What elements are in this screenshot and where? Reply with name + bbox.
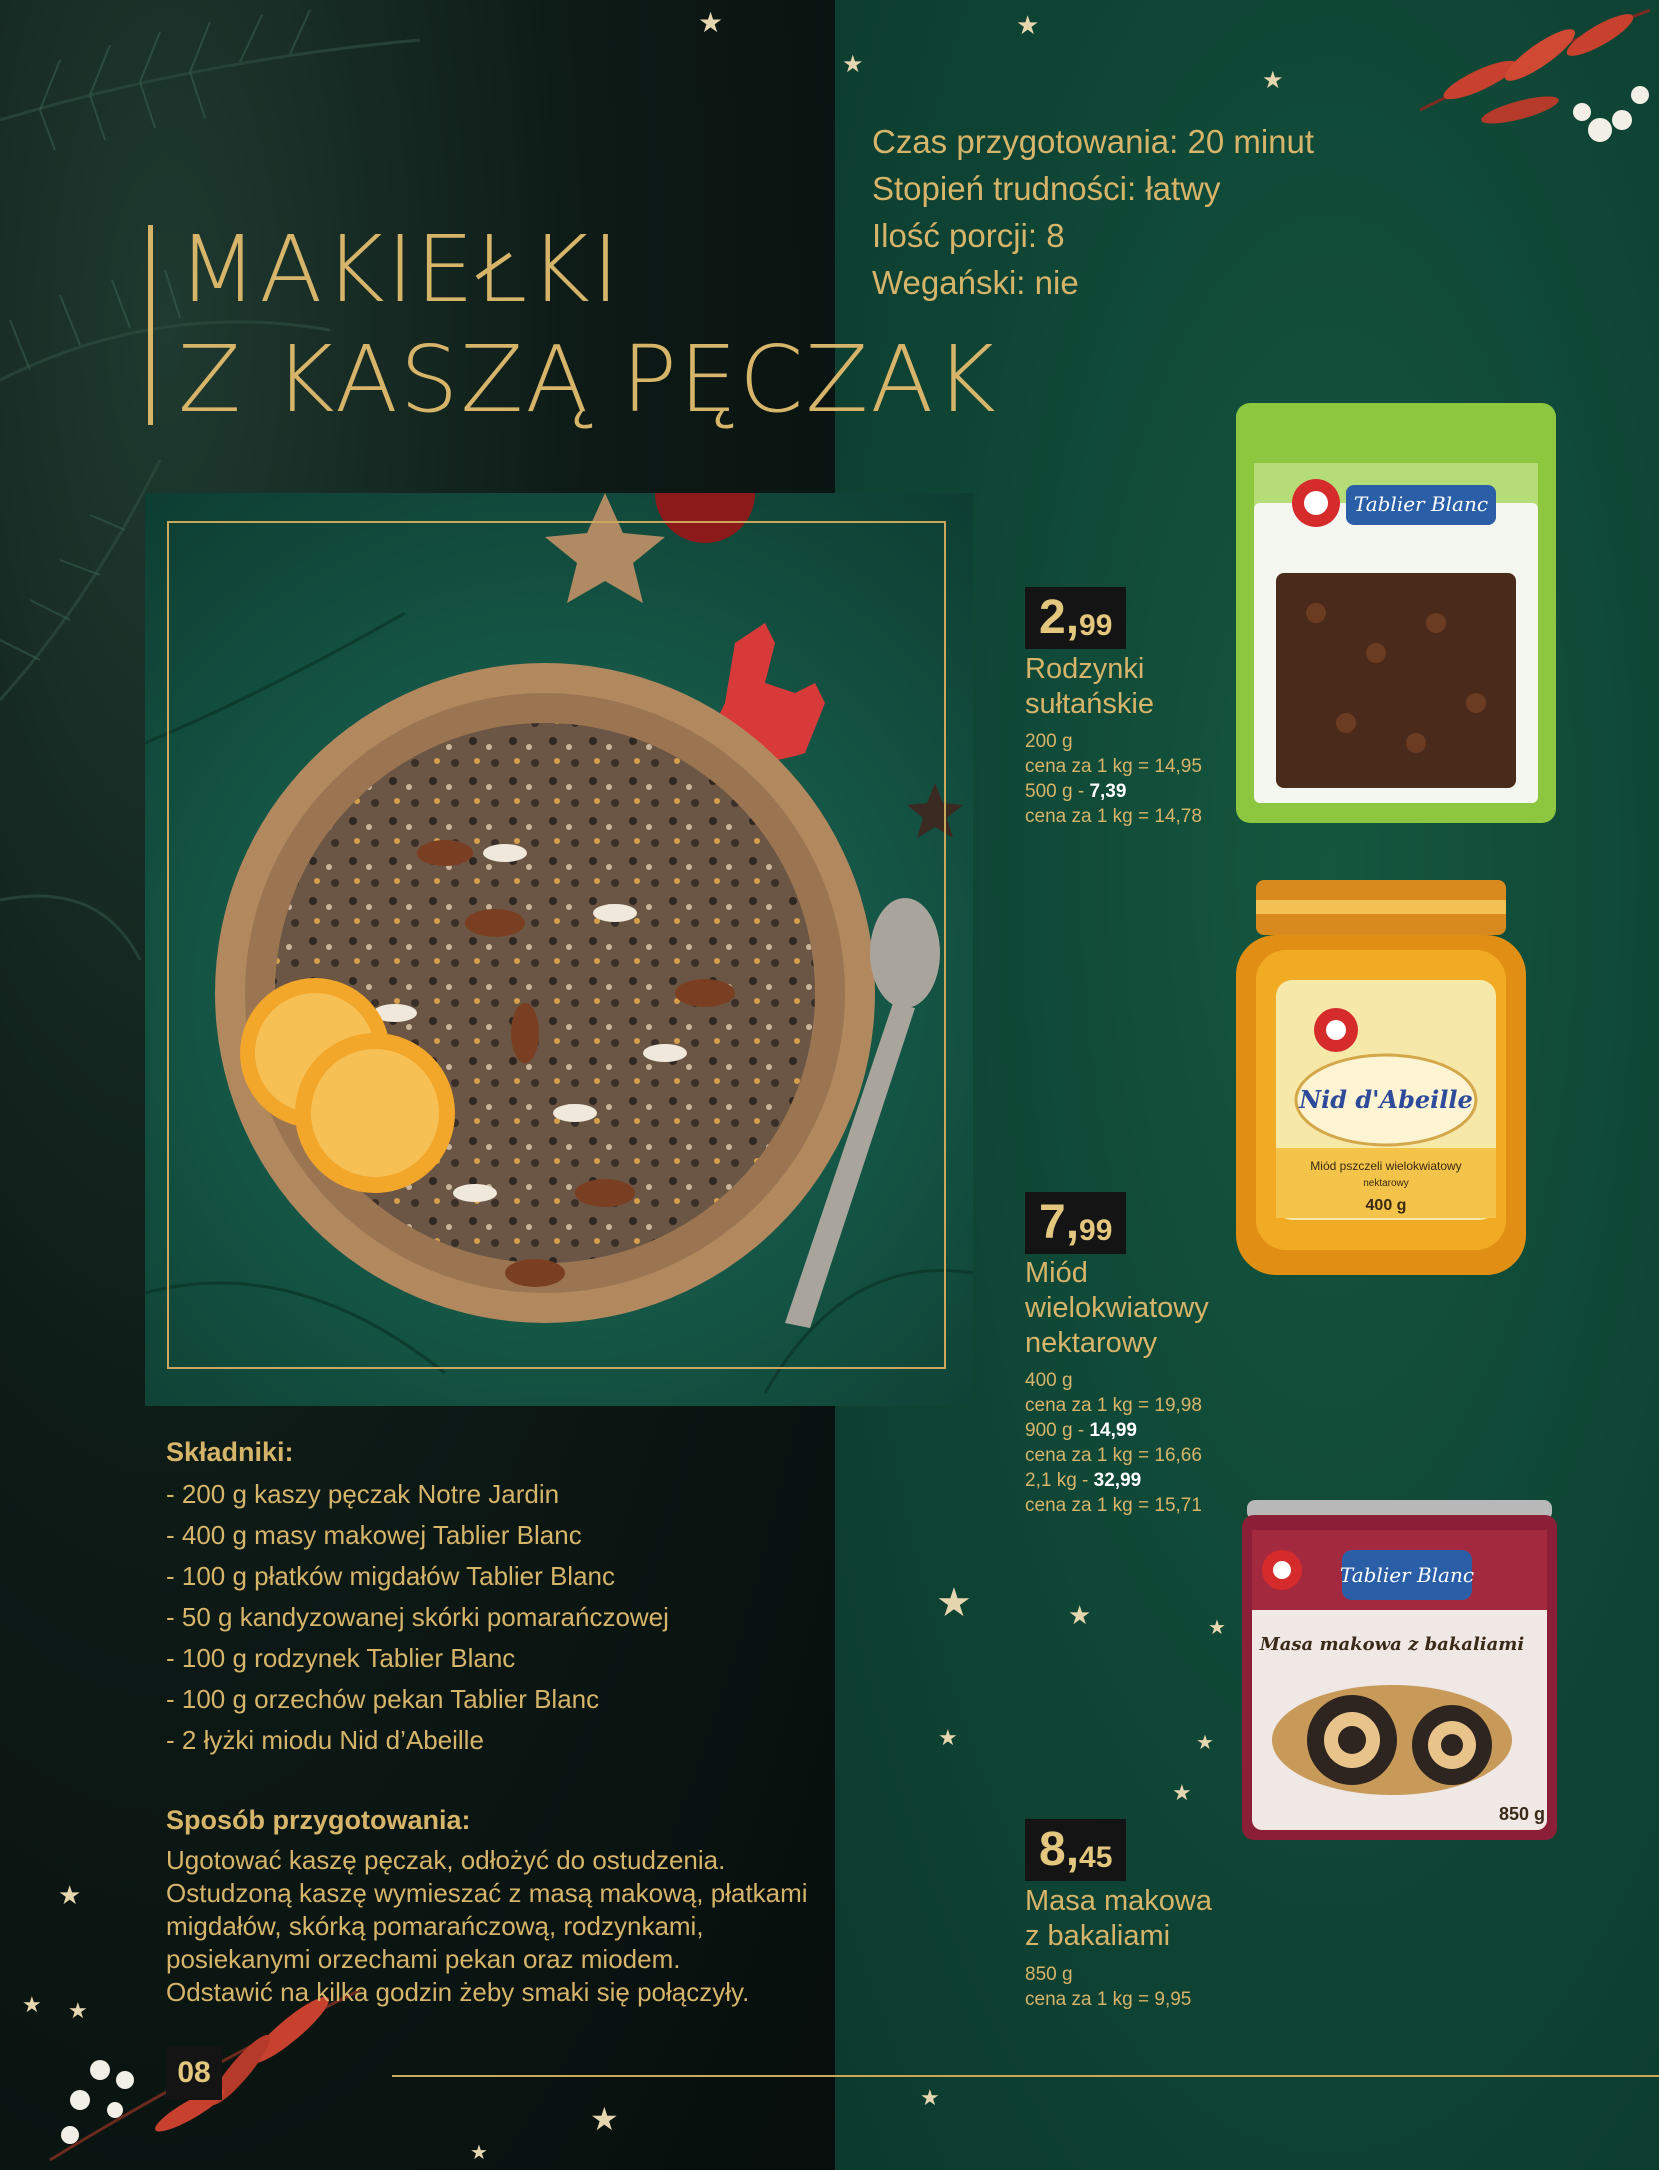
detail-line: cena za 1 kg = 19,98 xyxy=(1025,1395,1202,1416)
product-details-raisins xyxy=(1025,729,1202,829)
ingredients-list xyxy=(166,1474,669,1761)
can-weight-text: 850 g xyxy=(1498,1804,1546,1824)
star-icon: ★ xyxy=(68,1998,88,2023)
product-details-honey xyxy=(1025,1368,1202,1518)
detail-line: 400 g xyxy=(1025,1370,1073,1391)
detail-line: cena za 1 kg = 15,71 xyxy=(1025,1495,1202,1516)
honey-jar-image xyxy=(1236,880,1556,1280)
detail-line: 200 g xyxy=(1025,731,1073,752)
detail-line: cena za 1 kg = 14,95 xyxy=(1025,756,1202,777)
prep-line: Ugotować kaszę pęczak, odłożyć do ostudzenia. xyxy=(166,1845,726,1875)
price-poppy xyxy=(1025,1819,1126,1881)
ingredient-item: - 100 g orzechów pekan Tablier Blanc xyxy=(166,1684,600,1714)
price-raisins xyxy=(1025,587,1126,649)
honey-sublabel-text: nektarowy xyxy=(1363,1178,1409,1189)
name-line: sułtańskie xyxy=(1025,688,1154,720)
honey-label-text: Miód pszczeli wielokwiatowy xyxy=(1310,1159,1462,1173)
footer-divider xyxy=(392,2075,1659,2077)
ingredient-item: - 400 g masy makowej Tablier Blanc xyxy=(166,1520,582,1550)
star-icon: ★ xyxy=(1068,1600,1092,1630)
name-line: Masa makowa xyxy=(1025,1885,1212,1917)
product-name-poppy xyxy=(1025,1884,1212,1954)
star-icon: ★ xyxy=(1208,1617,1226,1639)
name-line: Rodzynki xyxy=(1025,653,1145,685)
price-cents: 45 xyxy=(1079,1841,1113,1874)
prep-line: posiekanymi orzechami pekan oraz miodem. xyxy=(166,1944,681,1974)
ingredient-item: - 100 g płatków migdałów Tablier Blanc xyxy=(166,1561,615,1591)
prep-line: Ostudzoną kaszę wymieszać z masą makową, płatkami xyxy=(166,1878,808,1908)
ingredient-item: - 200 g kaszy pęczak Notre Jardin xyxy=(166,1479,560,1509)
ingredient-item: - 2 łyżki miodu Nid d’Abeille xyxy=(166,1725,484,1755)
title-accent-bar xyxy=(148,225,153,425)
prep-time: Czas przygotowania: 20 minut xyxy=(872,123,1315,160)
star-icon: ★ xyxy=(470,2142,488,2164)
detail-line: 500 g - 7,39 xyxy=(1025,781,1127,802)
name-line: wielokwiatowy xyxy=(1025,1292,1209,1324)
difficulty: Stopień trudności: łatwy xyxy=(872,170,1221,207)
honey-brand-text: Nid d'Abeille xyxy=(1299,1085,1473,1114)
star-icon: ★ xyxy=(698,7,724,38)
preparation-text xyxy=(166,1844,956,2009)
detail-line: cena za 1 kg = 16,66 xyxy=(1025,1445,1202,1466)
star-icon: ★ xyxy=(938,1725,958,1750)
red-leaves-decoration xyxy=(1400,0,1659,160)
star-icon: ★ xyxy=(22,1992,42,2017)
can-brand-text: Tablier Blanc xyxy=(1339,1563,1475,1587)
product-details-poppy xyxy=(1025,1962,1191,2012)
detail-line: cena za 1 kg = 9,95 xyxy=(1025,1989,1192,2010)
prep-line: migdałów, skórką pomarańczową, rodzynkami, xyxy=(166,1911,704,1941)
ingredients-heading: Składniki: xyxy=(166,1437,294,1467)
dish-photo xyxy=(145,493,973,1406)
product-name-honey xyxy=(1025,1256,1209,1361)
name-line: nektarowy xyxy=(1025,1327,1158,1359)
detail-line: 850 g xyxy=(1025,1964,1073,1985)
star-icon: ★ xyxy=(1196,1732,1214,1754)
price-main: 8, xyxy=(1039,1823,1080,1876)
price-cents: 99 xyxy=(1079,1214,1113,1247)
title-line-1: MAKIEŁKI xyxy=(178,216,622,323)
detail-line: 2,1 kg - 32,99 xyxy=(1025,1470,1142,1491)
title-line-2: Z KASZĄ PĘCZAK xyxy=(178,326,998,433)
page-number: 08 xyxy=(166,2046,222,2100)
price-main: 7, xyxy=(1039,1196,1080,1249)
star-icon: ★ xyxy=(936,1581,972,1625)
portions: Ilość porcji: 8 xyxy=(872,217,1065,254)
raisins-package-image xyxy=(1236,403,1556,823)
poppy-can-image xyxy=(1242,1500,1562,1855)
star-icon: ★ xyxy=(1262,67,1284,94)
vegan: Wegański: nie xyxy=(872,264,1079,301)
star-icon: ★ xyxy=(1172,1780,1192,1805)
recipe-meta xyxy=(872,118,1314,306)
name-line: z bakaliami xyxy=(1025,1920,1171,1952)
product-name-raisins xyxy=(1025,652,1154,722)
honey-weight-text: 400 g xyxy=(1365,1197,1407,1214)
detail-line: 900 g - 14,99 xyxy=(1025,1420,1137,1441)
name-line: Miód xyxy=(1025,1257,1088,1289)
price-cents: 99 xyxy=(1079,609,1113,642)
star-icon: ★ xyxy=(842,51,864,78)
ingredient-item: - 100 g rodzynek Tablier Blanc xyxy=(166,1643,516,1673)
star-icon: ★ xyxy=(58,1880,82,1910)
can-label-text: Masa makowa z bakaliami xyxy=(1259,1634,1525,1655)
price-main: 2, xyxy=(1039,591,1080,644)
price-honey xyxy=(1025,1192,1126,1254)
preparation-heading: Sposób przygotowania: xyxy=(166,1805,471,1835)
ingredient-item: - 50 g kandyzowanej skórki pomarańczowej xyxy=(166,1602,669,1632)
raisins-brand-text: Tablier Blanc xyxy=(1353,492,1489,516)
detail-line: cena za 1 kg = 14,78 xyxy=(1025,806,1202,827)
prep-line: Odstawić na kilka godzin żeby smaki się połączyły. xyxy=(166,1977,750,2007)
star-icon: ★ xyxy=(920,2085,940,2110)
star-icon: ★ xyxy=(1016,10,1040,40)
star-icon: ★ xyxy=(590,2101,619,2137)
photo-frame xyxy=(167,521,946,1369)
